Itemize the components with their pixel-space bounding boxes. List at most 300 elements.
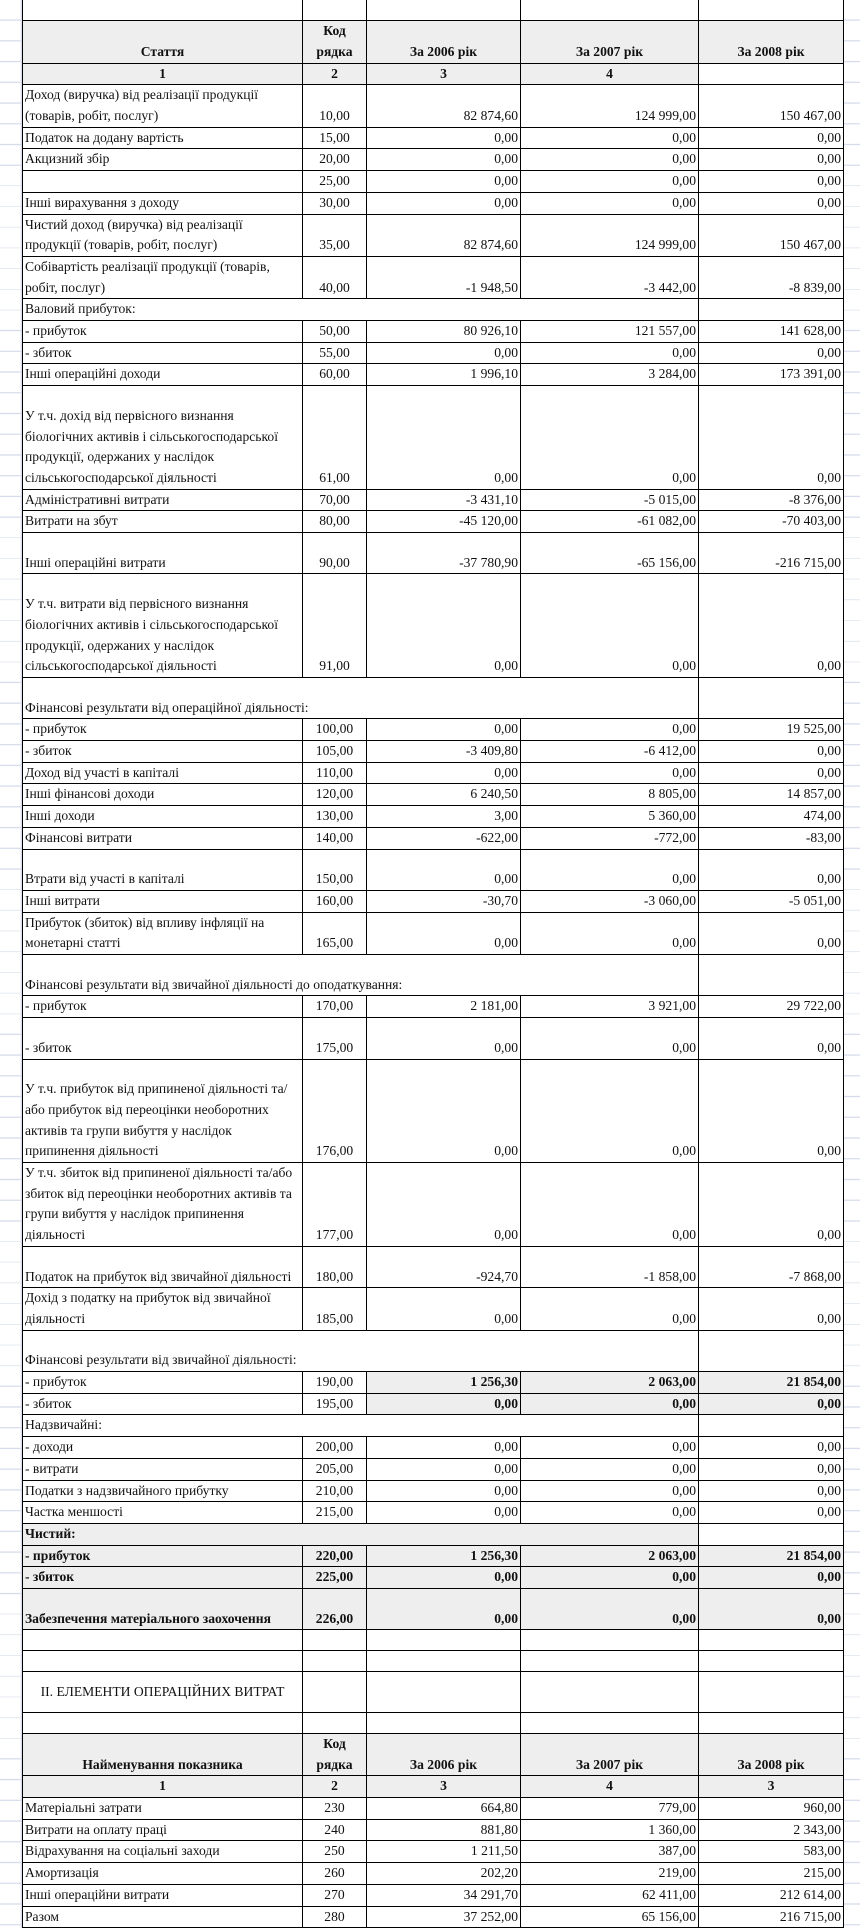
header-article[interactable]: Найменування показника bbox=[23, 1733, 303, 1775]
row-code[interactable]: 205,00 bbox=[303, 1458, 367, 1480]
row-value-2008[interactable]: 0,00 bbox=[699, 386, 844, 490]
empty-cell[interactable] bbox=[303, 1671, 367, 1712]
row-value-2007[interactable]: -3 442,00 bbox=[521, 256, 699, 298]
row-value-2006[interactable]: 0,00 bbox=[367, 719, 521, 741]
empty-cell[interactable] bbox=[699, 1630, 844, 1651]
empty-cell[interactable] bbox=[303, 1651, 367, 1672]
row-code[interactable]: 280 bbox=[303, 1906, 367, 1928]
row-value-2007[interactable]: -1 858,00 bbox=[521, 1246, 699, 1287]
table-row bbox=[23, 996, 844, 1018]
row-value-2006[interactable]: 3,00 bbox=[367, 806, 521, 828]
row-value-2006[interactable]: 6 240,50 bbox=[367, 784, 521, 806]
header-year-3[interactable]: За 2008 рік bbox=[699, 21, 844, 63]
row-code[interactable]: 150,00 bbox=[303, 849, 367, 890]
empty-cell[interactable] bbox=[699, 63, 844, 85]
row-value-2008[interactable]: 0,00 bbox=[699, 1567, 844, 1589]
row-code[interactable]: 35,00 bbox=[303, 214, 367, 256]
row-value-2007[interactable]: 0,00 bbox=[521, 149, 699, 171]
row-value-2008[interactable]: 0,00 bbox=[699, 1480, 844, 1502]
row-value-2006[interactable]: 664,80 bbox=[367, 1798, 521, 1820]
header-code[interactable]: Код рядка bbox=[303, 1733, 367, 1775]
row-label[interactable]: - прибуток bbox=[23, 1545, 303, 1567]
header-row bbox=[23, 21, 844, 63]
row-label[interactable]: Матеріальні затрати bbox=[23, 1798, 303, 1820]
row-value-2006[interactable]: -3 409,80 bbox=[367, 741, 521, 763]
row-value-2006[interactable]: 0,00 bbox=[367, 849, 521, 890]
row-value-2007[interactable]: 779,00 bbox=[521, 1798, 699, 1820]
row-label[interactable]: У т.ч. дохід від первісного визнання біологічних активів і сільськогосподарської продукції, одержаних у наслідок сільськогосподарської діяльності bbox=[23, 386, 303, 490]
row-value-2006[interactable]: 0,00 bbox=[367, 386, 521, 490]
header-year-1[interactable]: За 2006 рік bbox=[367, 21, 521, 63]
empty-cell[interactable] bbox=[303, 1713, 367, 1734]
row-label[interactable]: Амортизація bbox=[23, 1863, 303, 1885]
row-value-2006[interactable]: -37 780,90 bbox=[367, 533, 521, 574]
row-value-2008[interactable]: 0,00 bbox=[699, 1163, 844, 1247]
row-value-2008[interactable]: 0,00 bbox=[699, 342, 844, 364]
section-label[interactable]: Валовий прибуток: bbox=[23, 299, 699, 321]
empty-cell[interactable] bbox=[367, 1713, 521, 1734]
row-code[interactable]: 176,00 bbox=[303, 1059, 367, 1163]
row-value-2008[interactable]: -8 839,00 bbox=[699, 256, 844, 298]
row-code[interactable]: 175,00 bbox=[303, 1018, 367, 1059]
section-label[interactable]: Фінансові результати від звичайної діяльності: bbox=[23, 1330, 699, 1371]
row-code[interactable]: 110,00 bbox=[303, 762, 367, 784]
row-value-2007[interactable]: 0,00 bbox=[521, 849, 699, 890]
row-code[interactable]: 55,00 bbox=[303, 342, 367, 364]
row-value-2007[interactable]: 0,00 bbox=[521, 1502, 699, 1524]
row-value-2006[interactable]: 37 252,00 bbox=[367, 1906, 521, 1928]
row-code[interactable]: 60,00 bbox=[303, 364, 367, 386]
empty-cell[interactable] bbox=[23, 1651, 303, 1672]
row-value-2007[interactable]: 0,00 bbox=[521, 1059, 699, 1163]
row-label[interactable]: Інші операційни витрати bbox=[23, 1884, 303, 1906]
row-value-2008[interactable]: 212 614,00 bbox=[699, 1884, 844, 1906]
row-value-2008[interactable]: -216 715,00 bbox=[699, 533, 844, 574]
table-row bbox=[23, 511, 844, 533]
row-code[interactable]: 240 bbox=[303, 1819, 367, 1841]
header-article[interactable]: Стаття bbox=[23, 21, 303, 63]
row-value-2006[interactable]: 0,00 bbox=[367, 1393, 521, 1415]
row-value-2006[interactable]: -1 948,50 bbox=[367, 256, 521, 298]
row-value-2007[interactable]: 5 360,00 bbox=[521, 806, 699, 828]
row-value-2008[interactable]: 150 467,00 bbox=[699, 214, 844, 256]
empty-cell[interactable] bbox=[23, 1630, 303, 1651]
row-value-2008[interactable]: 215,00 bbox=[699, 1863, 844, 1885]
row-code[interactable]: 260 bbox=[303, 1863, 367, 1885]
row-label[interactable]: Доход (виручка) від реалізації продукції (товарів, робіт, послуг) bbox=[23, 85, 303, 127]
row-value-2008[interactable]: 583,00 bbox=[699, 1841, 844, 1863]
row-label[interactable]: - збиток bbox=[23, 342, 303, 364]
row-value-2006[interactable]: 1 996,10 bbox=[367, 364, 521, 386]
row-value-2008[interactable]: 216 715,00 bbox=[699, 1906, 844, 1928]
row-label[interactable]: Забезпечення матеріального заохочення bbox=[23, 1589, 303, 1630]
row-code[interactable]: 200,00 bbox=[303, 1437, 367, 1459]
row-label[interactable]: Разом bbox=[23, 1906, 303, 1928]
row-value-2008[interactable]: 0,00 bbox=[699, 1502, 844, 1524]
table-row bbox=[23, 1906, 844, 1928]
row-code[interactable]: 100,00 bbox=[303, 719, 367, 741]
row-value-2007[interactable]: 0,00 bbox=[521, 1567, 699, 1589]
row-value-2006[interactable]: 1 211,50 bbox=[367, 1841, 521, 1863]
table-row bbox=[23, 1819, 844, 1841]
row-value-2008[interactable]: -70 403,00 bbox=[699, 511, 844, 533]
row-value-2006[interactable]: 0,00 bbox=[367, 1458, 521, 1480]
table-row bbox=[23, 1502, 844, 1524]
row-value-2008[interactable]: -7 868,00 bbox=[699, 1246, 844, 1287]
empty-cell[interactable] bbox=[521, 1630, 699, 1651]
row-code[interactable]: 91,00 bbox=[303, 574, 367, 678]
table-row bbox=[23, 784, 844, 806]
row-label[interactable]: Відрахування на соціальні заходи bbox=[23, 1841, 303, 1863]
row-label[interactable]: У т.ч. прибуток від припиненої діяльності та/або прибуток від переоцінки необоротних активів та групи вибуття у наслідок припинення діяльності bbox=[23, 1059, 303, 1163]
row-code[interactable]: 140,00 bbox=[303, 827, 367, 849]
section-label[interactable]: Чистий: bbox=[23, 1523, 699, 1545]
row-label[interactable]: Витрати на оплату праці bbox=[23, 1819, 303, 1841]
row-value-2007[interactable]: 0,00 bbox=[521, 342, 699, 364]
row-label[interactable] bbox=[23, 171, 303, 193]
row-label[interactable]: Інші витрати bbox=[23, 890, 303, 912]
row-label[interactable]: Інші операційні витрати bbox=[23, 533, 303, 574]
row-label[interactable]: Інші фінансові доходи bbox=[23, 784, 303, 806]
empty-cell[interactable] bbox=[303, 1630, 367, 1651]
row-code[interactable]: 190,00 bbox=[303, 1372, 367, 1394]
row-label[interactable]: - прибуток bbox=[23, 321, 303, 343]
row-value-2007[interactable]: 387,00 bbox=[521, 1841, 699, 1863]
row-value-2007[interactable]: 0,00 bbox=[521, 574, 699, 678]
row-label[interactable]: - збиток bbox=[23, 741, 303, 763]
row-label[interactable]: - збиток bbox=[23, 1567, 303, 1589]
header-year-2[interactable]: За 2007 рік bbox=[521, 21, 699, 63]
column-index[interactable]: 2 bbox=[303, 1776, 367, 1798]
row-label[interactable]: Акцизний збір bbox=[23, 149, 303, 171]
row-value-2008[interactable]: 150 467,00 bbox=[699, 85, 844, 127]
table-row bbox=[23, 1458, 844, 1480]
row-label[interactable]: - витрати bbox=[23, 1458, 303, 1480]
row-label[interactable]: У т.ч. витрати від первісного визнання біологічних активів і сільськогосподарської продукції, одержаних у наслідок сільськогосподарської діяльності bbox=[23, 574, 303, 678]
row-value-2007[interactable]: 2 063,00 bbox=[521, 1545, 699, 1567]
row-value-2006[interactable]: 0,00 bbox=[367, 1163, 521, 1247]
empty-cell[interactable] bbox=[699, 0, 844, 21]
column-index[interactable]: 1 bbox=[23, 1776, 303, 1798]
row-label[interactable]: Втрати від участі в капіталі bbox=[23, 849, 303, 890]
row-value-2007[interactable]: 0,00 bbox=[521, 192, 699, 214]
row-value-2007[interactable]: 124 999,00 bbox=[521, 214, 699, 256]
column-index[interactable]: 3 bbox=[367, 1776, 521, 1798]
row-value-2007[interactable]: 0,00 bbox=[521, 1163, 699, 1247]
row-code[interactable]: 80,00 bbox=[303, 511, 367, 533]
row-value-2007[interactable]: 0,00 bbox=[521, 1018, 699, 1059]
row-value-2008[interactable]: 474,00 bbox=[699, 806, 844, 828]
row-value-2007[interactable]: 0,00 bbox=[521, 1458, 699, 1480]
row-code[interactable]: 220,00 bbox=[303, 1545, 367, 1567]
row-value-2008[interactable]: 19 525,00 bbox=[699, 719, 844, 741]
row-value-2006[interactable]: 0,00 bbox=[367, 149, 521, 171]
row-value-2006[interactable]: 0,00 bbox=[367, 1502, 521, 1524]
row-value-2008[interactable]: 960,00 bbox=[699, 1798, 844, 1820]
row-label[interactable]: - збиток bbox=[23, 1393, 303, 1415]
empty-cell[interactable] bbox=[367, 1671, 521, 1712]
empty-cell[interactable] bbox=[23, 1713, 303, 1734]
table-row bbox=[23, 342, 844, 364]
row-label[interactable]: Чистий доход (виручка) від реалізації продукції (товарів, робіт, послуг) bbox=[23, 214, 303, 256]
row-value-2006[interactable]: 0,00 bbox=[367, 127, 521, 149]
table-row bbox=[23, 1059, 844, 1163]
row-value-2008[interactable]: 0,00 bbox=[699, 849, 844, 890]
row-value-2006[interactable]: 881,80 bbox=[367, 1819, 521, 1841]
row-label[interactable]: Фінансові витрати bbox=[23, 827, 303, 849]
row-value-2006[interactable]: 0,00 bbox=[367, 1437, 521, 1459]
empty-cell[interactable] bbox=[699, 955, 844, 996]
row-value-2006[interactable]: 2 181,00 bbox=[367, 996, 521, 1018]
row-value-2006[interactable]: 0,00 bbox=[367, 1018, 521, 1059]
row-value-2007[interactable]: 8 805,00 bbox=[521, 784, 699, 806]
row-code[interactable]: 177,00 bbox=[303, 1163, 367, 1247]
row-label[interactable]: - доходи bbox=[23, 1437, 303, 1459]
row-code[interactable]: 25,00 bbox=[303, 171, 367, 193]
row-value-2007[interactable]: -6 412,00 bbox=[521, 741, 699, 763]
row-label[interactable]: - прибуток bbox=[23, 1372, 303, 1394]
row-value-2006[interactable]: 0,00 bbox=[367, 342, 521, 364]
row-value-2007[interactable]: 121 557,00 bbox=[521, 321, 699, 343]
row-value-2008[interactable]: 14 857,00 bbox=[699, 784, 844, 806]
row-code[interactable]: 70,00 bbox=[303, 489, 367, 511]
row-value-2008[interactable]: -83,00 bbox=[699, 827, 844, 849]
empty-cell[interactable] bbox=[699, 1713, 844, 1734]
empty-cell[interactable] bbox=[699, 677, 844, 718]
row-value-2006[interactable]: -622,00 bbox=[367, 827, 521, 849]
empty-cell[interactable] bbox=[23, 0, 303, 21]
row-label[interactable]: - збиток bbox=[23, 1018, 303, 1059]
row-label[interactable]: Інші доходи bbox=[23, 806, 303, 828]
row-code[interactable]: 226,00 bbox=[303, 1589, 367, 1630]
row-code[interactable]: 250 bbox=[303, 1841, 367, 1863]
row-code[interactable]: 210,00 bbox=[303, 1480, 367, 1502]
row-value-2008[interactable]: 0,00 bbox=[699, 574, 844, 678]
row-label[interactable]: Інші операційні доходи bbox=[23, 364, 303, 386]
row-code[interactable]: 40,00 bbox=[303, 256, 367, 298]
row-value-2007[interactable]: 3 921,00 bbox=[521, 996, 699, 1018]
row-code[interactable]: 130,00 bbox=[303, 806, 367, 828]
row-value-2006[interactable]: 0,00 bbox=[367, 574, 521, 678]
row-code[interactable]: 230 bbox=[303, 1798, 367, 1820]
column-index-row bbox=[23, 1776, 844, 1798]
row-value-2007[interactable]: 0,00 bbox=[521, 1437, 699, 1459]
empty-cell[interactable] bbox=[367, 0, 521, 21]
empty-cell[interactable] bbox=[521, 1713, 699, 1734]
row-code[interactable]: 160,00 bbox=[303, 890, 367, 912]
row-value-2007[interactable]: 0,00 bbox=[521, 912, 699, 954]
row-value-2006[interactable]: -924,70 bbox=[367, 1246, 521, 1287]
row-code[interactable]: 50,00 bbox=[303, 321, 367, 343]
row-value-2006[interactable]: 0,00 bbox=[367, 1589, 521, 1630]
row-value-2006[interactable]: 0,00 bbox=[367, 192, 521, 214]
row-value-2006[interactable]: 0,00 bbox=[367, 762, 521, 784]
empty-cell[interactable] bbox=[521, 0, 699, 21]
row-code[interactable]: 15,00 bbox=[303, 127, 367, 149]
row-value-2006[interactable]: 0,00 bbox=[367, 912, 521, 954]
row-value-2006[interactable]: 82 874,60 bbox=[367, 85, 521, 127]
row-code[interactable]: 120,00 bbox=[303, 784, 367, 806]
row-label[interactable]: - прибуток bbox=[23, 996, 303, 1018]
row-code[interactable]: 195,00 bbox=[303, 1393, 367, 1415]
row-value-2008[interactable]: 0,00 bbox=[699, 762, 844, 784]
row-value-2008[interactable]: 21 854,00 bbox=[699, 1372, 844, 1394]
row-value-2008[interactable]: 0,00 bbox=[699, 149, 844, 171]
row-code[interactable]: 61,00 bbox=[303, 386, 367, 490]
table-row bbox=[23, 127, 844, 149]
row-value-2008[interactable]: 0,00 bbox=[699, 1393, 844, 1415]
row-value-2007[interactable]: 219,00 bbox=[521, 1863, 699, 1885]
row-code[interactable]: 90,00 bbox=[303, 533, 367, 574]
row-value-2008[interactable]: 0,00 bbox=[699, 741, 844, 763]
row-label[interactable]: Податок на прибуток від звичайної діяльності bbox=[23, 1246, 303, 1287]
row-value-2007[interactable]: 0,00 bbox=[521, 127, 699, 149]
row-value-2007[interactable]: 0,00 bbox=[521, 1393, 699, 1415]
row-value-2006[interactable]: 1 256,30 bbox=[367, 1372, 521, 1394]
row-value-2007[interactable]: 3 284,00 bbox=[521, 364, 699, 386]
empty-cell[interactable] bbox=[699, 299, 844, 321]
row-value-2008[interactable]: 0,00 bbox=[699, 1059, 844, 1163]
row-value-2006[interactable]: -3 431,10 bbox=[367, 489, 521, 511]
column-index[interactable]: 1 bbox=[23, 63, 303, 85]
row-value-2006[interactable]: 82 874,60 bbox=[367, 214, 521, 256]
empty-cell[interactable] bbox=[521, 1651, 699, 1672]
row-code[interactable]: 215,00 bbox=[303, 1502, 367, 1524]
column-index[interactable]: 4 bbox=[521, 63, 699, 85]
row-label[interactable]: Податки з надзвичайного прибутку bbox=[23, 1480, 303, 1502]
column-index[interactable]: 3 bbox=[699, 1776, 844, 1798]
column-index[interactable]: 2 bbox=[303, 63, 367, 85]
row-value-2006[interactable]: 80 926,10 bbox=[367, 321, 521, 343]
header-year-1[interactable]: За 2006 рік bbox=[367, 1733, 521, 1775]
row-value-2008[interactable]: 0,00 bbox=[699, 1458, 844, 1480]
row-value-2007[interactable]: -61 082,00 bbox=[521, 511, 699, 533]
row-value-2007[interactable]: 124 999,00 bbox=[521, 85, 699, 127]
row-value-2007[interactable]: 0,00 bbox=[521, 1589, 699, 1630]
row-value-2008[interactable]: 0,00 bbox=[699, 912, 844, 954]
header-year-3[interactable]: За 2008 рік bbox=[699, 1733, 844, 1775]
row-value-2007[interactable]: 2 063,00 bbox=[521, 1372, 699, 1394]
row-value-2007[interactable]: 65 156,00 bbox=[521, 1906, 699, 1928]
row-value-2007[interactable]: 0,00 bbox=[521, 386, 699, 490]
header-year-2[interactable]: За 2007 рік bbox=[521, 1733, 699, 1775]
row-label[interactable]: Прибуток (збиток) від впливу інфляції на монетарні статті bbox=[23, 912, 303, 954]
empty-cell[interactable] bbox=[699, 1330, 844, 1371]
row-value-2007[interactable]: 0,00 bbox=[521, 171, 699, 193]
section-row bbox=[23, 1330, 844, 1371]
row-label[interactable]: Адміністративні витрати bbox=[23, 489, 303, 511]
row-value-2006[interactable]: 0,00 bbox=[367, 1567, 521, 1589]
empty-cell[interactable] bbox=[367, 1630, 521, 1651]
row-value-2006[interactable]: -45 120,00 bbox=[367, 511, 521, 533]
row-value-2006[interactable]: 0,00 bbox=[367, 1480, 521, 1502]
empty-cell[interactable] bbox=[367, 1651, 521, 1672]
row-value-2008[interactable]: 0,00 bbox=[699, 171, 844, 193]
row-label[interactable]: Собівартість реалізації продукції (товарів, робіт, послуг) bbox=[23, 256, 303, 298]
empty-cell[interactable] bbox=[699, 1523, 844, 1545]
row-label[interactable]: Дохід з податку на прибуток від звичайної діяльності bbox=[23, 1288, 303, 1330]
row-value-2007[interactable]: -5 015,00 bbox=[521, 489, 699, 511]
row-value-2008[interactable]: 0,00 bbox=[699, 1437, 844, 1459]
row-value-2008[interactable]: 2 343,00 bbox=[699, 1819, 844, 1841]
row-value-2008[interactable]: 0,00 bbox=[699, 127, 844, 149]
section-label[interactable]: Фінансові результати від операційної діяльності: bbox=[23, 677, 699, 718]
row-label[interactable]: - прибуток bbox=[23, 719, 303, 741]
row-value-2008[interactable]: 29 722,00 bbox=[699, 996, 844, 1018]
row-value-2007[interactable]: 1 360,00 bbox=[521, 1819, 699, 1841]
empty-cell[interactable] bbox=[699, 1651, 844, 1672]
empty-cell[interactable] bbox=[303, 0, 367, 21]
empty-cell[interactable] bbox=[699, 1415, 844, 1437]
row-code[interactable]: 10,00 bbox=[303, 85, 367, 127]
row-code[interactable]: 180,00 bbox=[303, 1246, 367, 1287]
row-value-2006[interactable]: 0,00 bbox=[367, 1059, 521, 1163]
section-row bbox=[23, 299, 844, 321]
row-value-2007[interactable]: -772,00 bbox=[521, 827, 699, 849]
row-label[interactable]: Витрати на збут bbox=[23, 511, 303, 533]
row-code[interactable]: 105,00 bbox=[303, 741, 367, 763]
row-value-2008[interactable]: 0,00 bbox=[699, 1589, 844, 1630]
row-value-2006[interactable]: 34 291,70 bbox=[367, 1884, 521, 1906]
section-title[interactable]: II. ЕЛЕМЕНТИ ОПЕРАЦІЙНИХ ВИТРАТ bbox=[23, 1671, 303, 1712]
row-value-2007[interactable]: 0,00 bbox=[521, 762, 699, 784]
row-value-2008[interactable]: 0,00 bbox=[699, 192, 844, 214]
row-value-2007[interactable]: 62 411,00 bbox=[521, 1884, 699, 1906]
empty-cell[interactable] bbox=[521, 1671, 699, 1712]
row-value-2007[interactable]: 0,00 bbox=[521, 1288, 699, 1330]
row-code[interactable]: 20,00 bbox=[303, 149, 367, 171]
row-value-2006[interactable]: 0,00 bbox=[367, 1288, 521, 1330]
section-label[interactable]: Фінансові результати від звичайної діяльності до оподаткування: bbox=[23, 955, 699, 996]
row-label[interactable]: У т.ч. збиток від припиненої діяльності та/або збиток від переоцінки необоротних активів та групи вибуття у наслідок припинення діяльності bbox=[23, 1163, 303, 1247]
empty-cell[interactable] bbox=[699, 1671, 844, 1712]
table-row bbox=[23, 1246, 844, 1287]
row-value-2007[interactable]: -3 060,00 bbox=[521, 890, 699, 912]
row-value-2007[interactable]: 0,00 bbox=[521, 1480, 699, 1502]
table-row bbox=[23, 533, 844, 574]
row-value-2008[interactable]: 0,00 bbox=[699, 1018, 844, 1059]
row-code[interactable]: 270 bbox=[303, 1884, 367, 1906]
column-index[interactable]: 4 bbox=[521, 1776, 699, 1798]
row-code[interactable]: 225,00 bbox=[303, 1567, 367, 1589]
row-label[interactable]: Доход від участі в капіталі bbox=[23, 762, 303, 784]
row-label[interactable]: Інші вирахування з доходу bbox=[23, 192, 303, 214]
row-code[interactable]: 170,00 bbox=[303, 996, 367, 1018]
section-label[interactable]: Надзвичайні: bbox=[23, 1415, 699, 1437]
row-label[interactable]: Частка меншості bbox=[23, 1502, 303, 1524]
row-value-2006[interactable]: 0,00 bbox=[367, 171, 521, 193]
row-value-2006[interactable]: 1 256,30 bbox=[367, 1545, 521, 1567]
row-code[interactable]: 185,00 bbox=[303, 1288, 367, 1330]
row-value-2006[interactable]: -30,70 bbox=[367, 890, 521, 912]
row-code[interactable]: 30,00 bbox=[303, 192, 367, 214]
row-value-2008[interactable]: 173 391,00 bbox=[699, 364, 844, 386]
table-row bbox=[23, 1393, 844, 1415]
row-value-2006[interactable]: 202,20 bbox=[367, 1863, 521, 1885]
row-value-2007[interactable]: 0,00 bbox=[521, 719, 699, 741]
row-label[interactable]: Податок на додану вартість bbox=[23, 127, 303, 149]
row-value-2008[interactable]: 0,00 bbox=[699, 1288, 844, 1330]
row-value-2007[interactable]: -65 156,00 bbox=[521, 533, 699, 574]
column-index[interactable]: 3 bbox=[367, 63, 521, 85]
row-value-2008[interactable]: 21 854,00 bbox=[699, 1545, 844, 1567]
row-value-2008[interactable]: -5 051,00 bbox=[699, 890, 844, 912]
table-row bbox=[23, 719, 844, 741]
row-code[interactable]: 165,00 bbox=[303, 912, 367, 954]
header-code[interactable]: Код рядка bbox=[303, 21, 367, 63]
row-value-2008[interactable]: 141 628,00 bbox=[699, 321, 844, 343]
row-value-2008[interactable]: -8 376,00 bbox=[699, 489, 844, 511]
